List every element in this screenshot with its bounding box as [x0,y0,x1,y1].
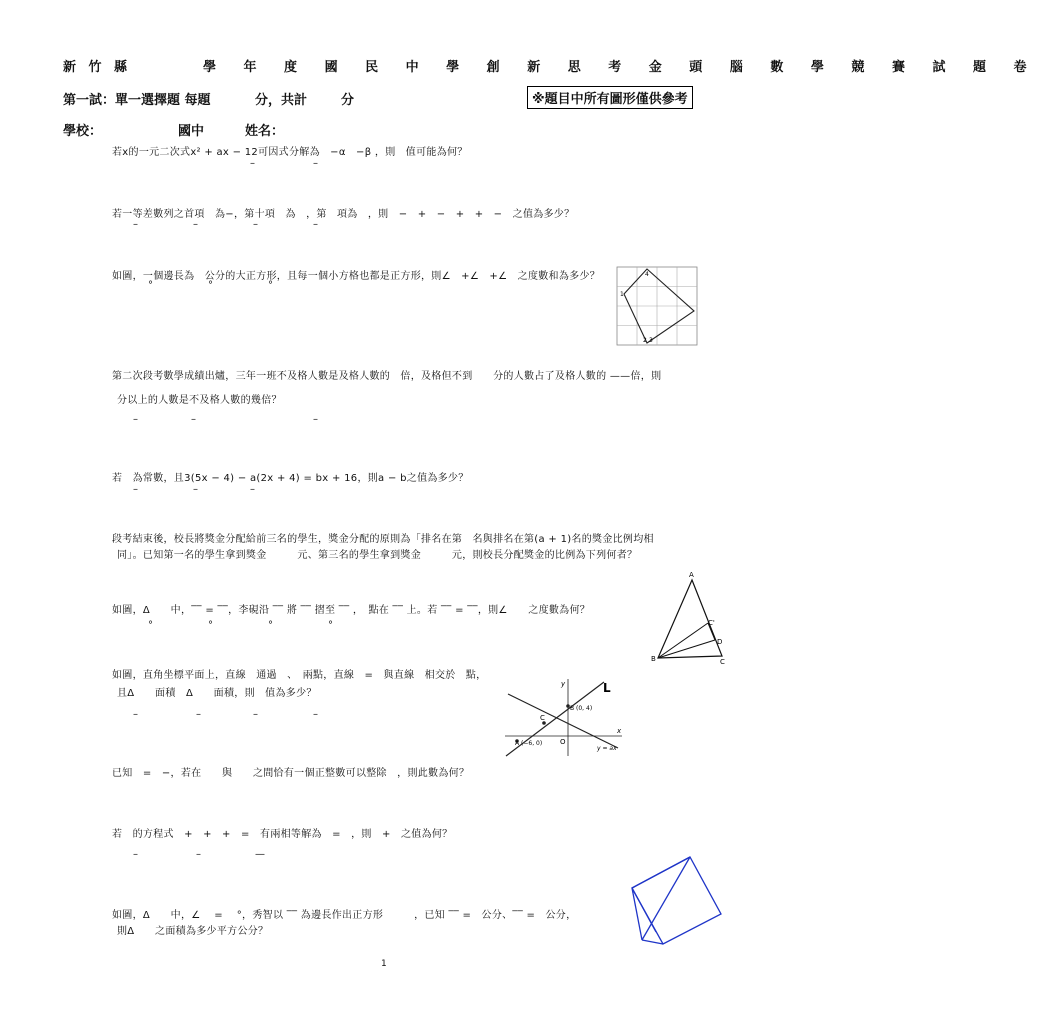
question-4-line-1: 第二次段考數學成績出爐，三年一班不及格人數是及格人數的 倍，及格但不到 分的人數占了及格人數的 ——倍，則 [112,371,662,382]
answer-mark: – [253,219,258,230]
answer-mark: ° [148,280,153,291]
answer-mark: – [133,484,138,495]
answer-mark: – [133,849,138,860]
question-7: 如圖，Δ 中，‾‾ = ‾‾，李硯沿 ‾‾ 將 ‾‾ 摺至 ‾‾ ， 點在 ‾‾ 上。若 ‾‾ = ‾‾，則∠ 之度數為何？ [112,605,591,616]
point-b-label: B (0, 4) [570,705,593,712]
question-11-line-2: 則Δ 之面積為多少平方公分？ [117,926,269,937]
answer-mark: ° [328,620,333,631]
score-unit: 分，共計 [255,93,308,108]
grid-label: 4 [645,271,649,278]
answer-mark: – [250,158,255,169]
question-6-line-2: 同」。已知第一名的學生拿到獎金 元、第三名的學生拿到獎金 元，則校長分配獎金的比例為下列何者？ [117,550,638,561]
name-label: 姓名： [245,124,285,139]
answer-mark: ° [208,620,213,631]
exam-title: 學 年 度 國 民 中 學 創 新 思 考 金 頭 腦 數 學 競 賽 試 題 卷 [203,60,1038,75]
grid-label: 1 [620,291,624,298]
answer-mark: ° [268,280,273,291]
triangle-label: B [651,655,656,663]
answer-mark: – [196,849,201,860]
question-8-line-2: 且Δ 面積 Δ 面積，則 值為多少？ [117,688,317,699]
axis-label-y: y [561,680,566,688]
round-label: 第一試：單一選擇題 每題 [63,93,211,108]
answer-mark: – [133,219,138,230]
answer-mark: – [191,414,196,425]
junior-high-label: 國中 [178,124,205,139]
question-4-line-2: 分以上的人數是不及格人數的幾倍？ [117,395,282,406]
origin-label: O [560,738,566,746]
answer-mark: ° [268,620,273,631]
question-10: 若 的方程式 + + + = 有兩相等解為 = ，則 + 之值為何？ [112,829,453,840]
grid-figure [616,266,698,346]
answer-mark: – [196,709,201,720]
grid-label: 2 [643,337,647,344]
axis-label-x: x [617,727,622,735]
page-number: 1 [381,959,387,969]
answer-mark: – [133,709,138,720]
point-a-label: A (−6, 0) [515,740,543,747]
note-box: ※題目中所有圖形僅供參考 [527,86,693,109]
point-c-label: C [540,714,545,722]
answer-mark: ° [208,280,213,291]
school-label: 學校： [63,124,103,139]
square-triangle-figure [624,852,728,948]
question-1: 若x的一元二次式x² + ax − 12可因式分解為 −α −β ，則 值可能為何？ [112,147,468,158]
answer-mark: – [193,484,198,495]
score-total-unit: 分 [341,93,355,108]
grid-label: 3 [649,337,653,344]
triangle-label: A [689,571,694,579]
answer-mark: – [313,219,318,230]
county-label: 新 竹 縣 [63,60,132,75]
line-equation-label: y = ax [597,745,617,752]
question-2: 若一等差數列之首項 為−，第十項 為 ，第 項為 ，則 − + − + + − 之值為多少？ [112,209,575,220]
answer-mark: – [250,484,255,495]
answer-mark: ° [148,620,153,631]
triangle-label: D [717,638,723,646]
answer-mark: – [193,219,198,230]
answer-mark: – [253,709,258,720]
question-11-line-1: 如圖，Δ 中，∠ = °，秀智以 ‾‾ 為邊長作出正方形 ，已知 ‾‾ = 公分、‾‾ = 公分， [112,910,577,921]
answer-mark: – [313,709,318,720]
question-8-line-1: 如圖，直角坐標平面上，直線 通過 、 兩點，直線 = 與直線 相交於 點， [112,670,487,681]
question-6-line-1: 段考結束後，校長將獎金分配給前三名的學生，獎金分配的原則為「排名在第 名與排名在第(a + 1)名的獎金比例均相 [112,534,654,545]
answer-mark: – [313,414,318,425]
triangle-figure [646,568,732,668]
triangle-label: C' [708,619,715,627]
answer-mark: – [313,158,318,169]
question-5: 若 為常數，且3(5x − 4) − a(2x + 4) = bx + 16，則a − b之值為多少？ [112,473,469,484]
line-l-label: L [603,681,611,695]
question-3: 如圖，一個邊長為 公分的大正方形，且每一個小方格也都是正方形，則∠ +∠ +∠ 之度數和為多少？ [112,271,601,282]
coordinate-figure [502,676,624,758]
triangle-label: C [720,658,725,666]
answer-mark: – [133,414,138,425]
answer-mark: — [255,849,265,860]
question-9: 已知 = −，若在 與 之間恰有一個正整數可以整除 ，則此數為何？ [112,768,470,779]
